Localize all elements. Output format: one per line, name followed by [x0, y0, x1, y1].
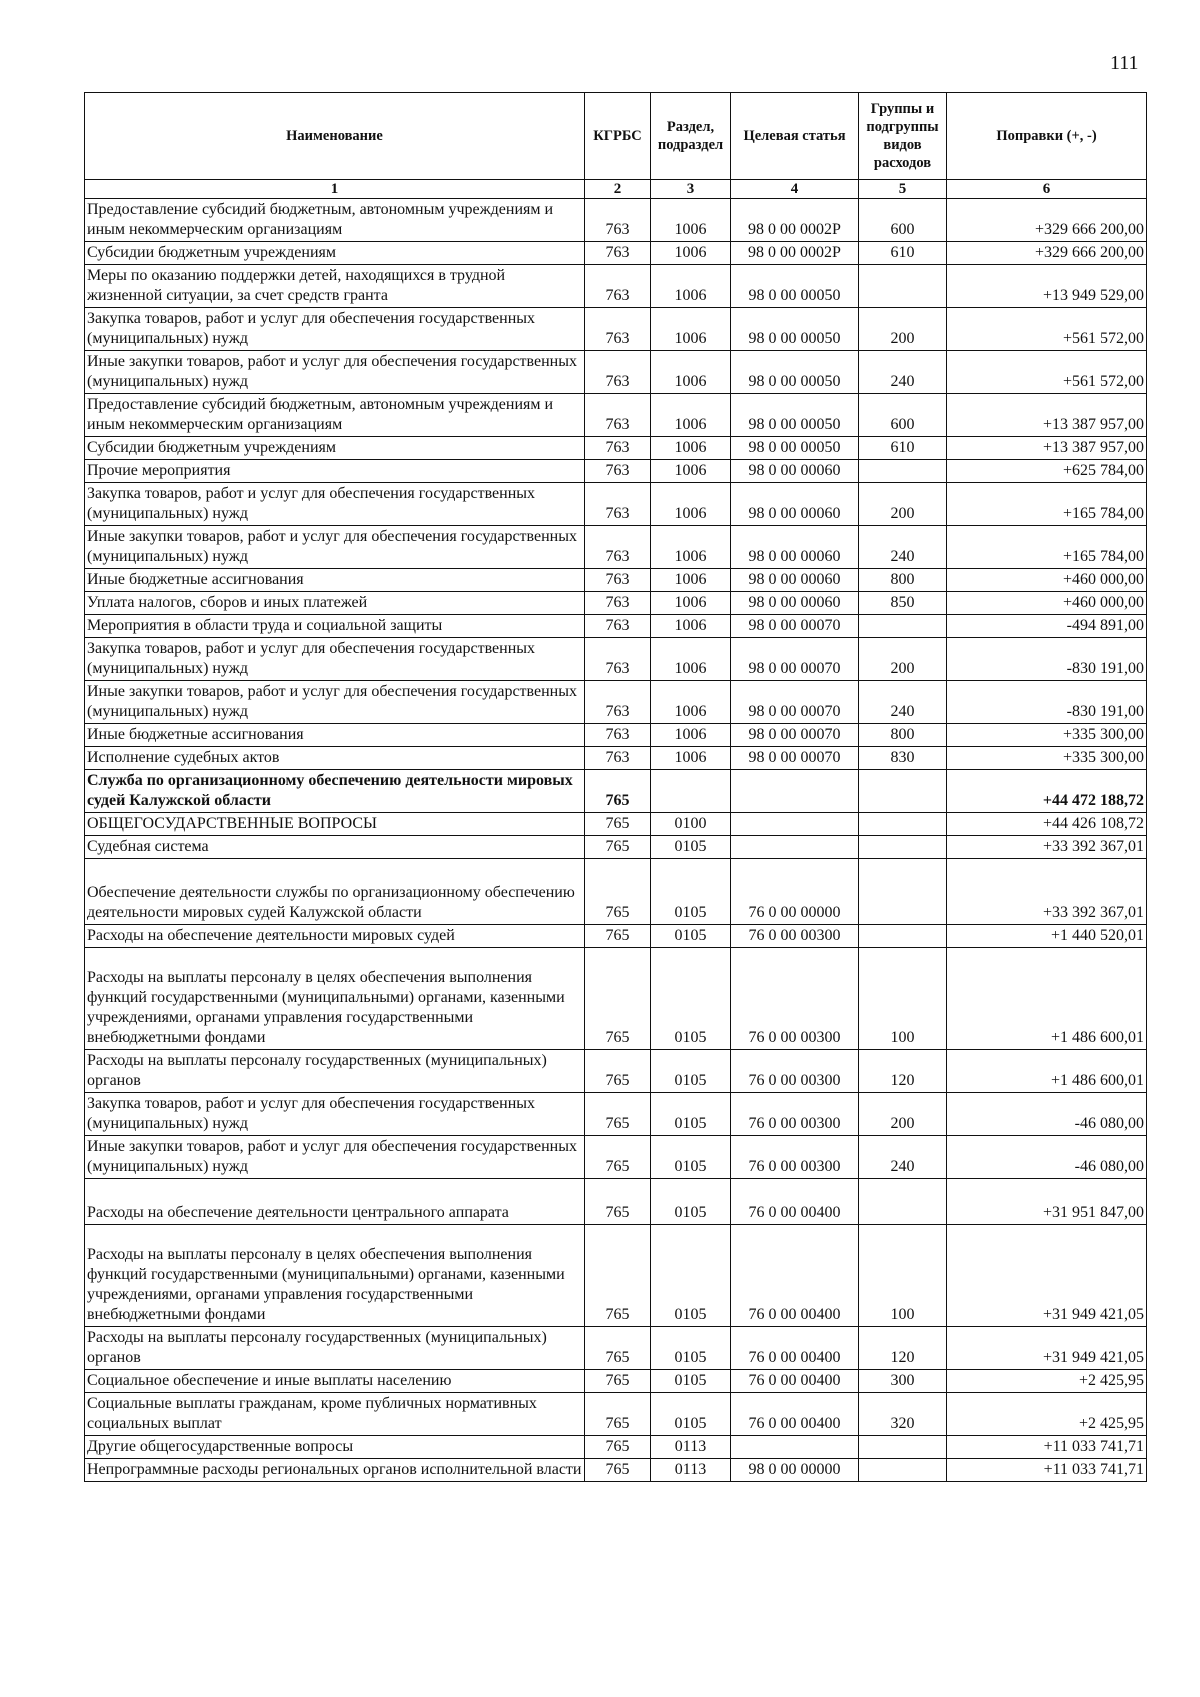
row-kgrbs: 763: [585, 394, 651, 437]
row-target-article: 98 0 00 00050: [731, 351, 859, 394]
row-expense-group: 240: [859, 351, 947, 394]
row-name: Меры по оказанию поддержки детей, находящихся в трудной жизненной ситуации, за счет средств гранта: [85, 265, 585, 308]
row-amount: +165 784,00: [947, 526, 1147, 569]
row-kgrbs: 763: [585, 681, 651, 724]
table-row: [85, 1179, 1147, 1225]
table-row: [85, 836, 1147, 859]
row-amount: +31 949 421,05: [947, 1225, 1147, 1327]
row-section: 1006: [651, 592, 731, 615]
row-expense-group: 800: [859, 724, 947, 747]
table-row: [85, 394, 1147, 437]
row-amount: +329 666 200,00: [947, 242, 1147, 265]
row-kgrbs: 763: [585, 437, 651, 460]
row-name: Иные закупки товаров, работ и услуг для обеспечения государственных (муниципальных) нужд: [85, 681, 585, 724]
row-name: Прочие мероприятия: [85, 460, 585, 483]
table-row: [85, 592, 1147, 615]
row-target-article: 76 0 00 00300: [731, 948, 859, 1050]
row-target-article: 76 0 00 00400: [731, 1327, 859, 1370]
row-kgrbs: 765: [585, 1393, 651, 1436]
row-target-article: [731, 770, 859, 813]
row-target-article: 76 0 00 00000: [731, 859, 859, 925]
budget-amendments-table: [84, 92, 1147, 1482]
row-amount: +13 387 957,00: [947, 394, 1147, 437]
row-kgrbs: 763: [585, 724, 651, 747]
table-row: [85, 1459, 1147, 1482]
row-name: Расходы на выплаты персоналу в целях обеспечения выполнения функций государственными (муниципальными) органами, казенными учреждениями, органами управления государственными внебюджетными фондами: [85, 948, 585, 1050]
row-amount: +13 949 529,00: [947, 265, 1147, 308]
row-name: Уплата налогов, сборов и иных платежей: [85, 592, 585, 615]
row-section: 0105: [651, 1050, 731, 1093]
row-expense-group: 200: [859, 308, 947, 351]
row-expense-group: [859, 859, 947, 925]
row-section: 0105: [651, 1179, 731, 1225]
row-name: Расходы на выплаты персоналу государственных (муниципальных) органов: [85, 1050, 585, 1093]
row-kgrbs: 763: [585, 638, 651, 681]
row-target-article: 76 0 00 00300: [731, 1136, 859, 1179]
row-kgrbs: 765: [585, 1327, 651, 1370]
row-target-article: 98 0 00 00060: [731, 592, 859, 615]
row-section: 1006: [651, 351, 731, 394]
row-target-article: 98 0 00 00060: [731, 569, 859, 592]
row-name: Предоставление субсидий бюджетным, автономным учреждениям и иным некоммерческим организациям: [85, 394, 585, 437]
row-amount: +335 300,00: [947, 747, 1147, 770]
row-kgrbs: 763: [585, 592, 651, 615]
row-expense-group: 200: [859, 483, 947, 526]
table-row: [85, 925, 1147, 948]
page-number: 111: [1110, 52, 1139, 74]
row-section: [651, 770, 731, 813]
row-section: 1006: [651, 308, 731, 351]
row-kgrbs: 763: [585, 747, 651, 770]
row-section: 1006: [651, 242, 731, 265]
row-name: Иные бюджетные ассигнования: [85, 724, 585, 747]
row-section: 1006: [651, 199, 731, 242]
row-target-article: [731, 813, 859, 836]
table-row: [85, 526, 1147, 569]
row-amount: +44 472 188,72: [947, 770, 1147, 813]
row-amount: +561 572,00: [947, 308, 1147, 351]
row-target-article: 98 0 00 00050: [731, 394, 859, 437]
row-section: 1006: [651, 265, 731, 308]
row-kgrbs: 763: [585, 199, 651, 242]
table-row: [85, 1093, 1147, 1136]
table-row: [85, 437, 1147, 460]
row-target-article: 98 0 00 00050: [731, 437, 859, 460]
row-name: Социальные выплаты гражданам, кроме публичных нормативных социальных выплат: [85, 1393, 585, 1436]
row-kgrbs: 765: [585, 1225, 651, 1327]
row-name: Непрограммные расходы региональных органов исполнительной власти: [85, 1459, 585, 1482]
row-target-article: 98 0 00 00070: [731, 615, 859, 638]
row-expense-group: 100: [859, 1225, 947, 1327]
row-amount: +1 486 600,01: [947, 948, 1147, 1050]
row-name: Расходы на обеспечение деятельности центрального аппарата: [85, 1179, 585, 1225]
row-target-article: 98 0 00 00070: [731, 638, 859, 681]
row-name: Социальное обеспечение и иные выплаты населению: [85, 1370, 585, 1393]
row-target-article: 76 0 00 00300: [731, 1093, 859, 1136]
row-amount: -830 191,00: [947, 681, 1147, 724]
row-section: 0105: [651, 1136, 731, 1179]
row-section: 0105: [651, 859, 731, 925]
row-expense-group: [859, 770, 947, 813]
row-section: 0113: [651, 1436, 731, 1459]
row-name: Другие общегосударственные вопросы: [85, 1436, 585, 1459]
row-expense-group: 600: [859, 394, 947, 437]
table-row: [85, 770, 1147, 813]
row-section: 0105: [651, 836, 731, 859]
header-section: Раздел, подраздел: [651, 93, 731, 180]
row-expense-group: 850: [859, 592, 947, 615]
row-expense-group: 830: [859, 747, 947, 770]
row-kgrbs: 765: [585, 1136, 651, 1179]
row-name: Иные закупки товаров, работ и услуг для обеспечения государственных (муниципальных) нужд: [85, 1136, 585, 1179]
row-kgrbs: 763: [585, 615, 651, 638]
row-amount: +2 425,95: [947, 1393, 1147, 1436]
row-kgrbs: 765: [585, 770, 651, 813]
row-section: 1006: [651, 437, 731, 460]
table-row: [85, 1436, 1147, 1459]
row-kgrbs: 763: [585, 351, 651, 394]
header-kgrbs: КГРБС: [585, 93, 651, 180]
row-kgrbs: 765: [585, 1436, 651, 1459]
row-amount: +2 425,95: [947, 1370, 1147, 1393]
row-kgrbs: 765: [585, 1093, 651, 1136]
column-index: 1: [85, 180, 585, 199]
row-section: 1006: [651, 681, 731, 724]
row-amount: +13 387 957,00: [947, 437, 1147, 460]
row-target-article: 98 0 00 00070: [731, 681, 859, 724]
row-kgrbs: 765: [585, 1050, 651, 1093]
table-row: [85, 308, 1147, 351]
row-target-article: 76 0 00 00400: [731, 1179, 859, 1225]
row-kgrbs: 765: [585, 859, 651, 925]
table-row: [85, 483, 1147, 526]
table-row: [85, 265, 1147, 308]
table-row: [85, 615, 1147, 638]
row-amount: +31 949 421,05: [947, 1327, 1147, 1370]
header-target-article: Целевая статья: [731, 93, 859, 180]
row-amount: -494 891,00: [947, 615, 1147, 638]
row-amount: +335 300,00: [947, 724, 1147, 747]
row-section: 0105: [651, 1393, 731, 1436]
table-header-row: [85, 93, 1147, 180]
row-name: Закупка товаров, работ и услуг для обеспечения государственных (муниципальных) нужд: [85, 638, 585, 681]
row-name: Расходы на выплаты персоналу государственных (муниципальных) органов: [85, 1327, 585, 1370]
row-amount: +329 666 200,00: [947, 199, 1147, 242]
row-section: 1006: [651, 526, 731, 569]
row-name: Мероприятия в области труда и социальной защиты: [85, 615, 585, 638]
row-target-article: 98 0 00 00060: [731, 483, 859, 526]
row-expense-group: 610: [859, 242, 947, 265]
row-kgrbs: 763: [585, 526, 651, 569]
row-amount: +33 392 367,01: [947, 836, 1147, 859]
row-expense-group: [859, 925, 947, 948]
row-target-article: 76 0 00 00300: [731, 1050, 859, 1093]
row-name: ОБЩЕГОСУДАРСТВЕННЫЕ ВОПРОСЫ: [85, 813, 585, 836]
row-name: Обеспечение деятельности службы по организационному обеспечению деятельности мировых судей Калужской области: [85, 859, 585, 925]
row-amount: -46 080,00: [947, 1136, 1147, 1179]
row-expense-group: 120: [859, 1327, 947, 1370]
row-target-article: 98 0 00 00070: [731, 747, 859, 770]
row-target-article: 76 0 00 00300: [731, 925, 859, 948]
header-expense-group: Группы и подгруппы видов расходов: [859, 93, 947, 180]
row-expense-group: [859, 1459, 947, 1482]
row-name: Расходы на выплаты персоналу в целях обеспечения выполнения функций государственными (муниципальными) органами, казенными учреждениями, органами управления государственными внебюджетными фондами: [85, 1225, 585, 1327]
row-expense-group: 610: [859, 437, 947, 460]
row-expense-group: 200: [859, 638, 947, 681]
row-name: Иные бюджетные ассигнования: [85, 569, 585, 592]
row-expense-group: [859, 1436, 947, 1459]
row-section: 0105: [651, 1225, 731, 1327]
row-amount: +460 000,00: [947, 569, 1147, 592]
row-amount: +460 000,00: [947, 592, 1147, 615]
row-name: Расходы на обеспечение деятельности мировых судей: [85, 925, 585, 948]
table-row: [85, 1050, 1147, 1093]
row-expense-group: [859, 836, 947, 859]
row-name: Судебная система: [85, 836, 585, 859]
row-kgrbs: 765: [585, 1370, 651, 1393]
row-expense-group: [859, 1179, 947, 1225]
row-kgrbs: 765: [585, 1179, 651, 1225]
row-expense-group: 240: [859, 681, 947, 724]
row-amount: +11 033 741,71: [947, 1436, 1147, 1459]
row-expense-group: 240: [859, 1136, 947, 1179]
row-expense-group: [859, 813, 947, 836]
column-index: 4: [731, 180, 859, 199]
row-amount: -46 080,00: [947, 1093, 1147, 1136]
table-row: [85, 1225, 1147, 1327]
table-row: [85, 351, 1147, 394]
row-amount: +44 426 108,72: [947, 813, 1147, 836]
table-row: [85, 1327, 1147, 1370]
row-section: 0100: [651, 813, 731, 836]
table-row: [85, 813, 1147, 836]
row-target-article: [731, 836, 859, 859]
header-amendments: Поправки (+, -): [947, 93, 1147, 180]
row-name: Предоставление субсидий бюджетным, автономным учреждениям и иным некоммерческим организациям: [85, 199, 585, 242]
row-expense-group: 300: [859, 1370, 947, 1393]
row-amount: +165 784,00: [947, 483, 1147, 526]
row-kgrbs: 763: [585, 569, 651, 592]
table-row: [85, 569, 1147, 592]
table-row: [85, 1393, 1147, 1436]
row-amount: +1 440 520,01: [947, 925, 1147, 948]
row-name: Субсидии бюджетным учреждениям: [85, 242, 585, 265]
row-kgrbs: 763: [585, 265, 651, 308]
row-name: Служба по организационному обеспечению деятельности мировых судей Калужской области: [85, 770, 585, 813]
row-expense-group: 320: [859, 1393, 947, 1436]
column-index: 6: [947, 180, 1147, 199]
row-expense-group: [859, 460, 947, 483]
row-section: 1006: [651, 615, 731, 638]
row-section: 0105: [651, 1093, 731, 1136]
row-name: Субсидии бюджетным учреждениям: [85, 437, 585, 460]
row-amount: +11 033 741,71: [947, 1459, 1147, 1482]
table-row: [85, 859, 1147, 925]
row-expense-group: [859, 265, 947, 308]
row-section: 0113: [651, 1459, 731, 1482]
row-kgrbs: 763: [585, 242, 651, 265]
row-target-article: 76 0 00 00400: [731, 1370, 859, 1393]
table-row: [85, 199, 1147, 242]
row-section: 1006: [651, 638, 731, 681]
row-name: Закупка товаров, работ и услуг для обеспечения государственных (муниципальных) нужд: [85, 1093, 585, 1136]
table-row: [85, 1136, 1147, 1179]
row-target-article: 76 0 00 00400: [731, 1393, 859, 1436]
row-amount: +1 486 600,01: [947, 1050, 1147, 1093]
table-row: [85, 747, 1147, 770]
row-name: Иные закупки товаров, работ и услуг для обеспечения государственных (муниципальных) нужд: [85, 351, 585, 394]
row-target-article: 98 0 00 00050: [731, 265, 859, 308]
table-body: [85, 199, 1147, 1482]
row-target-article: [731, 1436, 859, 1459]
row-section: 0105: [651, 1370, 731, 1393]
row-expense-group: 120: [859, 1050, 947, 1093]
row-section: 0105: [651, 1327, 731, 1370]
row-kgrbs: 765: [585, 1459, 651, 1482]
column-index: 3: [651, 180, 731, 199]
table-row: [85, 948, 1147, 1050]
row-expense-group: [859, 615, 947, 638]
column-index-row: [85, 180, 1147, 199]
row-amount: +561 572,00: [947, 351, 1147, 394]
row-section: 1006: [651, 724, 731, 747]
table-row: [85, 1370, 1147, 1393]
row-amount: -830 191,00: [947, 638, 1147, 681]
row-name: Иные закупки товаров, работ и услуг для обеспечения государственных (муниципальных) нужд: [85, 526, 585, 569]
row-kgrbs: 763: [585, 308, 651, 351]
row-section: 0105: [651, 948, 731, 1050]
row-section: 1006: [651, 569, 731, 592]
table-row: [85, 638, 1147, 681]
row-kgrbs: 765: [585, 925, 651, 948]
column-index: 2: [585, 180, 651, 199]
row-kgrbs: 763: [585, 483, 651, 526]
row-kgrbs: 765: [585, 948, 651, 1050]
row-expense-group: 100: [859, 948, 947, 1050]
row-expense-group: 200: [859, 1093, 947, 1136]
row-section: 1006: [651, 394, 731, 437]
row-name: Исполнение судебных актов: [85, 747, 585, 770]
row-amount: +625 784,00: [947, 460, 1147, 483]
row-expense-group: 240: [859, 526, 947, 569]
row-kgrbs: 765: [585, 836, 651, 859]
row-section: 1006: [651, 747, 731, 770]
row-target-article: 98 0 00 00070: [731, 724, 859, 747]
row-expense-group: 600: [859, 199, 947, 242]
row-target-article: 98 0 00 0002Р: [731, 199, 859, 242]
table-row: [85, 460, 1147, 483]
row-amount: +31 951 847,00: [947, 1179, 1147, 1225]
row-kgrbs: 763: [585, 460, 651, 483]
row-target-article: 98 0 00 00000: [731, 1459, 859, 1482]
row-name: Закупка товаров, работ и услуг для обеспечения государственных (муниципальных) нужд: [85, 308, 585, 351]
table-row: [85, 724, 1147, 747]
column-index: 5: [859, 180, 947, 199]
row-expense-group: 800: [859, 569, 947, 592]
row-target-article: 98 0 00 0002Р: [731, 242, 859, 265]
row-target-article: 98 0 00 00060: [731, 526, 859, 569]
table-row: [85, 681, 1147, 724]
row-section: 1006: [651, 483, 731, 526]
row-kgrbs: 765: [585, 813, 651, 836]
row-section: 0105: [651, 925, 731, 948]
table-row: [85, 242, 1147, 265]
row-target-article: 76 0 00 00400: [731, 1225, 859, 1327]
row-section: 1006: [651, 460, 731, 483]
row-target-article: 98 0 00 00050: [731, 308, 859, 351]
header-name: Наименование: [85, 93, 585, 180]
row-name: Закупка товаров, работ и услуг для обеспечения государственных (муниципальных) нужд: [85, 483, 585, 526]
row-target-article: 98 0 00 00060: [731, 460, 859, 483]
row-amount: +33 392 367,01: [947, 859, 1147, 925]
